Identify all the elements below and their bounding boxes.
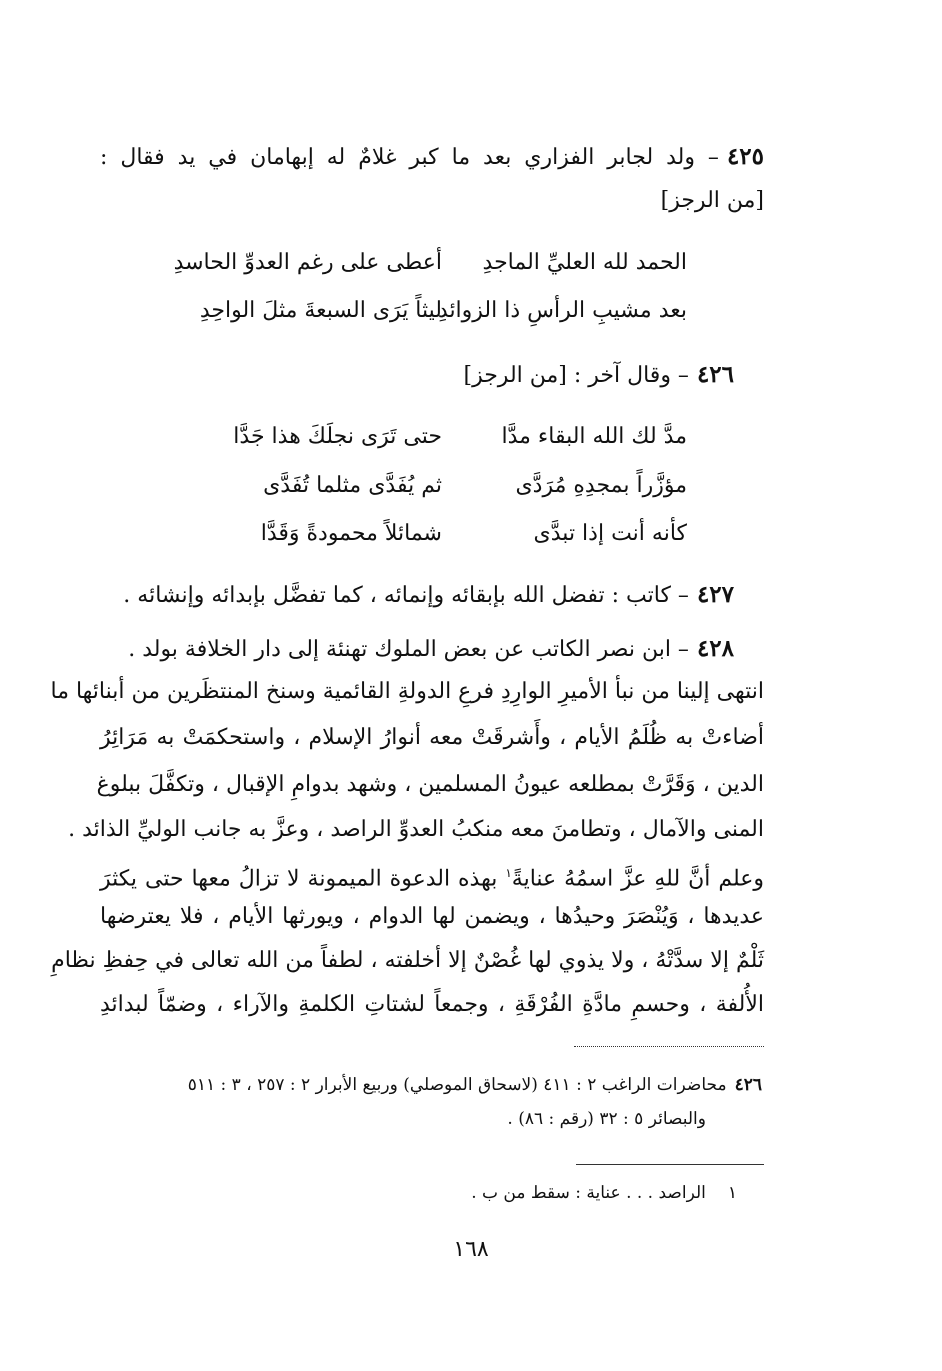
entry-number: ٤٢٦ bbox=[696, 361, 734, 388]
footnote-marker: ١ bbox=[505, 866, 512, 880]
source-footnote-line-2: والبصائر ٥ : ٣٢ (رقم : ٨٦) . bbox=[507, 1109, 706, 1129]
footnote-text: محاضرات الراغب ٢ : ٤١١ (لاسحاق الموصلي) وربيع الأبرار ٢ : ٢٥٧ ، ٣ : ٥١١ bbox=[187, 1075, 727, 1095]
footnote-separator bbox=[574, 1046, 764, 1047]
verse-hemistich-1: بعد مشيبِ الرأسِ ذا الزوائدِ bbox=[437, 298, 687, 323]
entry-text: – وقال آخر : [من الرجز] bbox=[463, 363, 689, 388]
verse-hemistich-1: مؤزَّراً بمجدِهِ مُرَدَّى bbox=[515, 473, 687, 498]
paragraph-line: انتهى إلينا من نبأ الأميرِ الوارِدِ فرعِ الدولةِ القائمية وسنخ المنتظَرين من أبنائها ما bbox=[50, 679, 764, 704]
verse-hemistich-2: ثم يُفَدَّى مثلما تُفَدَّى bbox=[263, 473, 442, 498]
paragraph-line: عديدها ، وَيُنْصَرَ وحيدُها ، ويضمن لها الدوام ، ويورثها الأيام ، فلا يعترضها bbox=[100, 904, 764, 929]
verse-hemistich-2: حتى تَرَى نجلَكَ هذا جَدَّا bbox=[233, 424, 442, 449]
verse-hemistich-1: كأنه أنت إذا تبدَّى bbox=[533, 521, 687, 546]
paragraph-line: المنى والآمال ، وتطامنَ معه منكبُ العدوِّ الراصد ، وعزَّ به جانب الوليِّ الذائد . bbox=[68, 817, 764, 842]
note-text: الراصد . . . عناية : سقط من ب . bbox=[471, 1183, 706, 1203]
paragraph-line: ثَلْمٌ إلا سدَّتْهُ ، ولا يذوي لها غُصْنٌ إلا أخلفته ، لطفاً من الله تعالى في حِفظِ نظامِ bbox=[51, 948, 764, 973]
entry-number: ٤٢٧ bbox=[696, 581, 734, 608]
entry-number: ٤٢٥ bbox=[726, 143, 764, 170]
paragraph-line: الدين ، وَقَرَّتْ بمطلعه عيونُ المسلمين ، وشهد بدوامِ الإقبال ، وتكفَّلَ ببلوغ bbox=[96, 772, 764, 797]
meter-label: [من الرجز] bbox=[660, 188, 764, 213]
paragraph-line bbox=[100, 858, 764, 894]
footnote-entry-number: ٤٢٦ bbox=[734, 1075, 762, 1095]
verse-hemistich-1: مدَّ لك الله البقاء مدَّا bbox=[501, 424, 687, 449]
entry-425-heading bbox=[100, 142, 764, 173]
page-number: ١٦٨ bbox=[453, 1237, 489, 1262]
source-footnote-line-1 bbox=[100, 1072, 762, 1098]
paragraph-line: أضاءتْ به ظُلَمُ الأيام ، وأَشرقَتْ معه أنوارُ الإسلام ، واستحكمَتْ به مَرَائِرُ bbox=[100, 725, 764, 750]
entry-text: – ابن نصر الكاتب عن بعض الملوك تهنئة إلى دار الخلافة بولد . bbox=[128, 637, 689, 662]
entry-number: ٤٢٨ bbox=[696, 635, 734, 662]
verse-hemistich-1: الحمد لله العليِّ الماجدِ bbox=[482, 250, 687, 275]
note-number: ١ bbox=[727, 1183, 737, 1203]
entry-427 bbox=[123, 580, 734, 611]
verse-hemistich-2: أعطى على رغم العدوِّ الحاسدِ bbox=[173, 250, 442, 275]
entry-text: – كاتب : تفضل الله بإبقائه وإنمائه ، كما تفضَّل بإبدائه وإنشائه . bbox=[123, 583, 689, 608]
entry-426-heading bbox=[463, 360, 734, 391]
paragraph-segment: بهذه الدعوة الميمونة لا تزالُ معها حتى يكثرَ bbox=[100, 866, 498, 892]
footnote-rule bbox=[576, 1164, 764, 1165]
entry-text: – ولد لجابر الفزاري بعد ما كبر غلامٌ له إبهامان في يد فقال : bbox=[100, 145, 719, 170]
paragraph-segment: وعلم أنَّ للهِ عزَّ اسمُهُ عنايةً bbox=[511, 866, 764, 892]
verse-hemistich-2: شمائلاً محمودةً وَقَدَّا bbox=[260, 521, 442, 546]
verse-hemistich-2: ليثاً يَرَى السبعةَ مثلَ الواحِدِ bbox=[199, 298, 442, 323]
entry-428-heading bbox=[128, 634, 734, 665]
paragraph-line: الأُلفة ، وحسمِ مادَّةِ الفُرْقَةِ ، وجمعاً لشتاتِ الكلمةِ والآراء ، وضمّاً لبدائدِ bbox=[100, 992, 764, 1017]
textual-note bbox=[100, 1180, 737, 1206]
